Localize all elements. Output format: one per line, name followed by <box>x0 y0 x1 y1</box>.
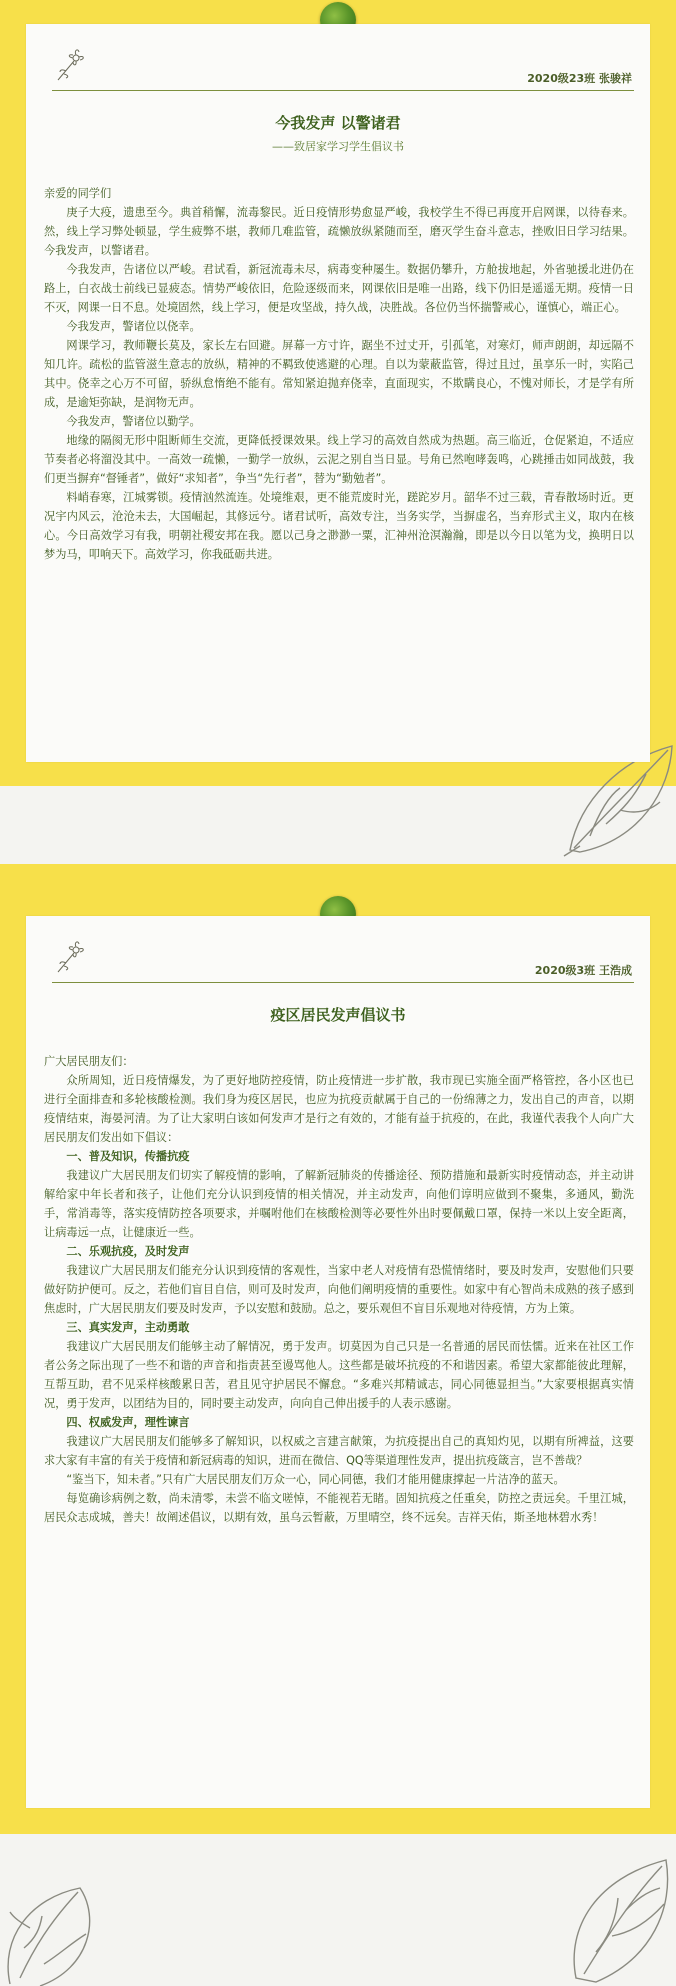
paragraph: 我建议广大居民朋友们切实了解疫情的影响，了解新冠肺炎的传播途径、预防措施和最新实时疫情动态，并主动讲解给家中年长者和孩子，让他们充分认识到疫情的相关情况，并主动发声，向他们谆明应做到不聚集，多通风，勤洗手，常消毒等，落实疫情防控各项要求，并嘱咐他们在核酸检测等必要性外出时要佩戴口罩，保持一米以上安全距离，让病毒远一点，让健康近一些。 <box>44 1169 634 1239</box>
paragraph: 我建议广大居民朋友们能够多了解知识，以权威之言建言献策，为抗疫提出自己的真知灼见，以期有所裨益，这要求大家有丰富的有关于疫情和新冠病毒的知识，进而在微信、QQ等渠道理性发声，提出抗疫箴言，岂不善哉？ <box>44 1435 634 1467</box>
section-heading: 三、真实发声，主动勇敢 <box>66 1321 190 1334</box>
article-body <box>44 1052 634 1527</box>
paragraph: “鉴当下，知未者。”只有广大居民朋友们万众一心，同心同德，我们才能用健康撑起一片洁净的蓝天。 <box>66 1473 565 1486</box>
salutation: 广大居民朋友们： <box>44 1055 134 1068</box>
article-subtitle: ——致居家学习学生倡议书 <box>272 140 404 153</box>
paragraph: 庚子大疫，遗患至今。典首稍懈，流毒黎民。近日疫情形势愈显严峻，我校学生不得已再度开启网课，以待春来。然，线上学习弊处顿显，学生疲弊不堪，教师几难监管，疏懒放纵紧随而至，磨灭学生奋斗意志，挫败旧日学习结果。今我发声，以警诸君。 <box>44 206 634 257</box>
paragraph: 我建议广大居民朋友们能够主动了解情况，勇于发声。切莫因为自己只是一名普通的居民而怯懦。近来在社区工作者公务之际出现了一些不和谐的声音和指责甚至谩骂他人。这些都是破坏抗疫的不和谐因素。希望大家都能彼此理解，互帮互助，君不见采样核酸累日苦，君且见守护居民不懈怠。“多难兴邦精诚志，同心同德显担当。”大家要根据真实情况，勇于发声，以团结为目的，同时要主动发声，向向自己伸出援手的人表示感谢。 <box>44 1340 634 1410</box>
monstera-leaf-icon <box>556 1848 676 1986</box>
flower-icon <box>52 44 92 84</box>
author-label: 2020级23班 张骏祥 <box>527 72 632 85</box>
flower-icon <box>52 936 92 976</box>
paragraph: 今我发声，警诸位以侥幸。 <box>66 320 201 333</box>
divider <box>52 982 634 983</box>
paragraph: 众所周知，近日疫情爆发，为了更好地防控疫情，防止疫情进一步扩散，我市现已实施全面严格管控，各小区也已进行全面排查和多轮核酸检测。我们身为疫区居民，也应为抗疫贡献属于自己的一份绵薄之力，发出自己的声音，以期疫情结束，海晏河清。为了让大家明白该如何发声才是行之有效的，才能有益于抗疫的，在此，我谨代表我个人向广大居民朋友们发出如下倡议： <box>44 1074 634 1144</box>
paragraph: 今我发声，告诸位以严峻。君试看，新冠流毒未尽，病毒变种屡生。数据仍攀升，方舱拔地起，外省驰援北进仍在路上，白衣战士前线已显疲态。情势严峻依旧，危险逐级而来，网课依旧是唯一出路，线下仍旧是遥遥无期。疫情一日不灭，网课一日不息。处境固然，线上学习，便是攻坚战，持久战，决胜战。各位仍当怀揣警戒心，谨慎心，端正心。 <box>44 263 634 314</box>
section-heading: 一、普及知识，传播抗疫 <box>66 1150 190 1163</box>
author-label: 2020级3班 王浩成 <box>534 964 632 977</box>
article-body <box>44 184 634 564</box>
paragraph: 每览确诊病例之数，尚未清零，未尝不临文嗟悼，不能视若无睹。固知抗疫之任重矣，防控之责远矣。千里江城，居民众志成城，善夫！故阐述倡议，以期有效，虽乌云暂蔽，万里晴空，终不远矣。吉祥天佑，斯圣地林碧水秀！ <box>44 1492 634 1524</box>
article-card <box>26 916 650 1808</box>
paragraph: 地缘的隔阂无形中阻断师生交流，更降低授课效果。线上学习的高效自然成为热题。高三临近，仓促紧迫，不适应节奏者必将溜没其中。一高效一疏懒，一勤学一放纵，云泥之别自当日显。号角已然咆哮轰鸣，心跳捶击如同战鼓，我们更当摒弃“督锤者”，做好“求知者”，争当“先行者”，替为“勤勉者”。 <box>44 434 634 485</box>
paragraph: 今我发声，警诸位以勤学。 <box>66 415 201 428</box>
paragraph: 网课学习，教师鞭长莫及，家长左右回避。屏幕一方寸许，踞坐不过丈开，引孤笔，对寒灯，师声朗朗，却远隔不知几许。疏松的监管滋生意志的放纵，精神的不羁致使逃避的心理。自以为蒙蔽监管，得过且过，虽享乐一时，实陷己其中。侥幸之心万不可留，骄纵怠惰绝不能有。常知紧迫抛弃侥幸，直面现实，不欺瞒良心，不愧对师长，才是学有所成，是逾矩弥缺，是润物无声。 <box>44 339 634 409</box>
section-heading: 二、乐观抗疫，及时发声 <box>66 1245 190 1258</box>
salutation: 亲爱的同学们 <box>44 187 112 200</box>
paragraph: 我建议广大居民朋友们能充分认识到疫情的客观性，当家中老人对疫情有恐慌情绪时，要及时发声，安慰他们只要做好防护便可。反之，若他们盲目自信，则可及时发声，向他们阐明疫情的重要性。如家中有心智尚未成熟的孩子感到焦虑时，广大居民朋友们要及时发声，予以安慰和鼓励。总之，要乐观但不盲目乐观地对待疫情，方为上策。 <box>44 1264 634 1315</box>
article-card <box>26 24 650 762</box>
section-heading: 四、权威发声，理性谏言 <box>66 1416 190 1429</box>
paragraph: 料峭春寒，江城雾锁。疫情汹然流连。处境维艰，更不能荒废时光，蹉跎岁月。韶华不过三载，青春散场时近。更况宇内风云，沧沧未去，大国崛起，其修远兮。诸君试听，高效专注，当务实学，当摒虚名，当弃形式主义，取内在核心。今日高效学习有我，明朝社稷安邦在我。愿以己身之渺渺一粟，汇神州沧溟瀚瀚，即是以今日以笔为戈，换明日以梦为马，叩响天下。高效学习，你我砥砺共进。 <box>44 491 634 561</box>
divider <box>52 90 634 91</box>
monstera-leaf-icon <box>0 1868 110 1986</box>
article-title: 疫区居民发声倡议书 <box>270 1006 406 1024</box>
article-title: 今我发声 以警诸君 <box>275 114 401 132</box>
